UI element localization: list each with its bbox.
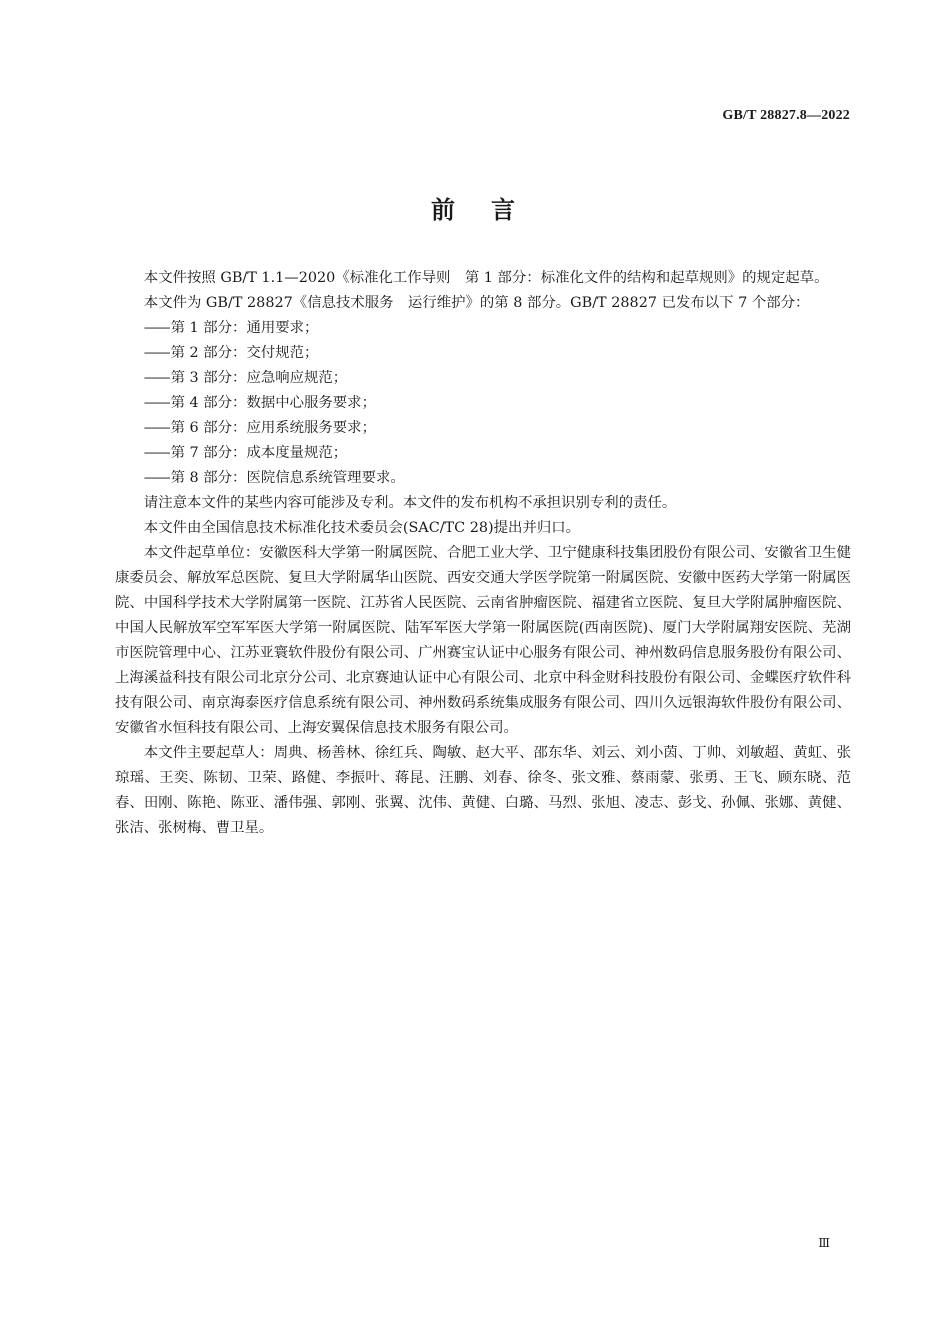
paragraph-drafting-rules: 本文件按照 GB/T 1.1—2020《标准化工作导则 第 1 部分：标准化文件的结构和起草规则》的规定起草。	[143, 270, 829, 286]
document-body	[115, 266, 851, 841]
list-item-text: 第 3 部分：应急响应规范；	[170, 370, 348, 386]
list-item-text: 第 7 部分：成本度量规范；	[170, 445, 348, 461]
list-dash: ——	[143, 370, 169, 386]
list-item	[115, 366, 851, 391]
paragraph-patent-notice: 请注意本文件的某些内容可能涉及专利。本文件的发布机构不承担识别专利的责任。	[143, 495, 677, 511]
list-item-text: 第 6 部分：应用系统服务要求；	[170, 420, 376, 436]
page-number: Ⅲ	[818, 1236, 830, 1250]
standard-number: GB/T 28827.8—2022	[722, 108, 850, 123]
paragraph-drafting-units: 本文件起草单位：安徽医科大学第一附属医院、合肥工业大学、卫宁健康科技集团股份有限公司、安徽省卫生健康委员会、解放军总医院、复旦大学附属华山医院、西安交通大学医学院第一附属医院、安徽中医药大学第一附属医院、中国科学技术大学附属第一医院、江苏省人民医院、云南省肿瘤医院、福建省立医院、复旦大学附属肿瘤医院、中国人民解放军空军军医大学第一附属医院、陆军军医大学第一附属医院(西南医院)、厦门大学附属翔安医院、芜湖市医院管理中心、江苏亚寰软件股份有限公司、广州赛宝认证中心服务有限公司、神州数码信息服务股份有限公司、上海溪益科技有限公司北京分公司、北京赛迪认证中心有限公司、北京中科金财科技股份有限公司、金蝶医疗软件科技有限公司、南京海泰医疗信息系统有限公司、神州数码系统集成服务有限公司、四川久远银海软件股份有限公司、安徽省水恒科技有限公司、上海安翼保信息技术服务有限公司。	[115, 545, 851, 736]
list-item-text: 第 4 部分：数据中心服务要求；	[170, 395, 376, 411]
list-dash: ——	[143, 320, 169, 336]
parts-list	[115, 316, 851, 491]
list-dash: ——	[143, 470, 169, 486]
list-item	[115, 341, 851, 366]
paragraph-proposer: 本文件由全国信息技术标准化技术委员会(SAC/TC 28)提出并归口。	[143, 520, 581, 536]
list-item-text: 第 1 部分：通用要求；	[170, 320, 319, 336]
list-dash: ——	[143, 420, 169, 436]
list-item-text: 第 8 部分：医院信息系统管理要求。	[170, 470, 405, 486]
list-item-text: 第 2 部分：交付规范；	[170, 345, 319, 361]
list-item	[115, 316, 851, 341]
list-item	[115, 391, 851, 416]
list-item	[115, 416, 851, 441]
list-item	[115, 441, 851, 466]
list-dash: ——	[143, 345, 169, 361]
list-item	[115, 466, 851, 491]
page-title: 前言	[431, 196, 551, 224]
paragraph-drafters: 本文件主要起草人：周典、杨善林、徐红兵、陶敏、赵大平、邵东华、刘云、刘小茵、丁帅、刘敏超、黄虹、张琼瑶、王奕、陈韧、卫荣、路健、李振叶、蒋昆、汪鹏、刘春、徐冬、张文雅、蔡雨蒙、张勇、王飞、顾东晓、范春、田刚、陈艳、陈亚、潘伟强、郭刚、张翼、沈伟、黄健、白璐、马烈、张旭、凌志、彭戈、孙佩、张娜、黄健、张洁、张树梅、曹卫星。	[115, 745, 851, 836]
paragraph-series-intro: 本文件为 GB/T 28827《信息技术服务 运行维护》的第 8 部分。GB/T 28827 已发布以下 7 个部分：	[143, 295, 810, 311]
list-dash: ——	[143, 445, 169, 461]
list-dash: ——	[143, 395, 169, 411]
